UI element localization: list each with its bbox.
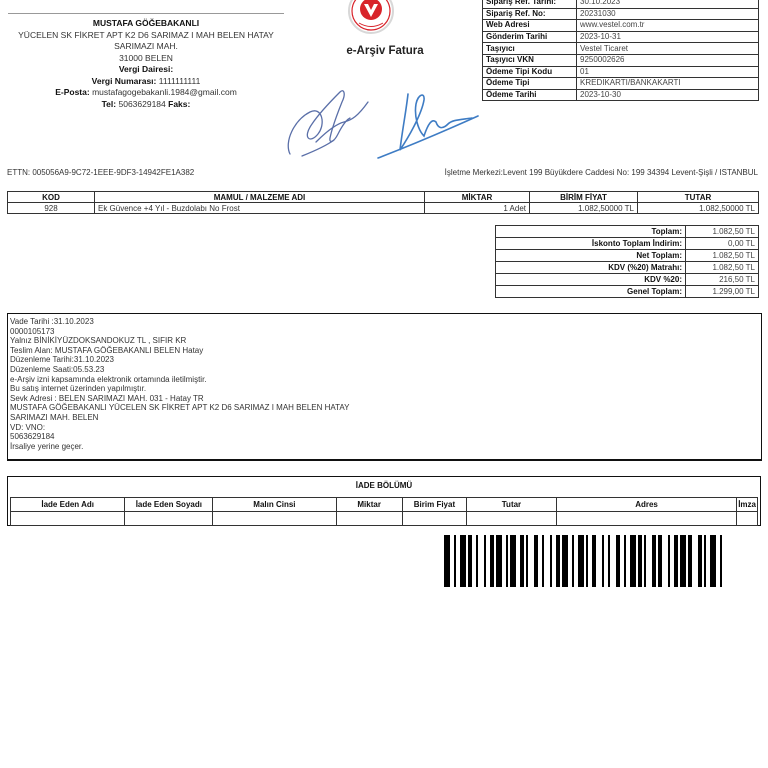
- barcode-bar: [454, 535, 456, 587]
- barcode-bar: [720, 535, 722, 587]
- barcode-bar: [608, 535, 610, 587]
- info-row: [483, 66, 759, 78]
- barcode-bar: [506, 535, 508, 587]
- phone-value: 5063629184: [118, 98, 166, 109]
- info-value: 2023-10-31: [577, 31, 759, 43]
- ettn-number: ETTN: 005056A9-9C72-1EEE-9DF3-14942FE1A382: [7, 168, 195, 177]
- info-label: Ödeme Tipi Kodu: [483, 66, 577, 78]
- barcode-bar: [562, 535, 568, 587]
- note-line: 0000105173: [10, 326, 55, 336]
- barcode-bar: [586, 535, 588, 587]
- buyer-address-line2: SARIMAZI MAH.: [114, 41, 178, 51]
- barcode-bar: [542, 535, 544, 587]
- note-line: Yalnız BİNİKİYÜZDOKSANDOKUZ TL , SIFIR KR: [10, 336, 187, 346]
- totals-row: [496, 238, 759, 250]
- info-label: Taşıyıcı VKN: [483, 54, 577, 66]
- empty-cell: [213, 512, 336, 526]
- totals-value: 1.299,00 TL: [686, 286, 759, 298]
- empty-cell: [336, 512, 402, 526]
- totals-row: [496, 262, 759, 274]
- barcode-bar: [592, 535, 596, 587]
- barcode-bar: [520, 535, 524, 587]
- barcode-bar: [698, 535, 702, 587]
- totals-value: 216,50 TL: [686, 274, 759, 286]
- totals-label: KDV %20:: [496, 274, 686, 286]
- totals-label: Genel Toplam:: [496, 286, 686, 298]
- col-header: İade Eden Adı: [11, 498, 125, 512]
- barcode-bar: [490, 535, 494, 587]
- buyer-address-line3: 31000 BELEN: [119, 52, 173, 63]
- totals-label: Net Toplam:: [496, 250, 686, 262]
- items-header-row: [8, 192, 759, 203]
- note-line: MUSTAFA GÖĞEBAKANLI YÜCELEN SK FİKRET APT K2 D6 SARIMAZ I MAH BELEN HATAY: [10, 403, 350, 413]
- col-header: Miktar: [336, 498, 402, 512]
- info-value: 01: [577, 66, 759, 78]
- barcode-bar: [534, 535, 538, 587]
- barcode-bar: [710, 535, 716, 587]
- info-row: [483, 54, 759, 66]
- barcode-bar: [704, 535, 706, 587]
- empty-cell: [467, 512, 557, 526]
- document-title: e-Arşiv Fatura: [346, 45, 424, 57]
- col-header: Malın Cinsi: [213, 498, 336, 512]
- barcode-bar: [496, 535, 502, 587]
- note-line: Sevk Adresi : BELEN SARIMAZI MAH. 031 - Hatay TR: [10, 393, 204, 403]
- barcode-bar: [510, 535, 516, 587]
- barcode-bar: [668, 535, 670, 587]
- col-header: KOD: [8, 192, 95, 203]
- col-header: Birim Fiyat: [402, 498, 466, 512]
- info-row: [483, 78, 759, 90]
- barcode-bar: [644, 535, 646, 587]
- barcode-bar: [630, 535, 636, 587]
- info-label: Web Adresi: [483, 20, 577, 32]
- info-label: Sipariş Ref. Tarihi:: [483, 0, 577, 8]
- items-table: [7, 191, 759, 214]
- col-header: İmza: [737, 498, 758, 512]
- barcode-bar: [602, 535, 604, 587]
- note-line: İrsaliye yerine geçer.: [10, 441, 84, 451]
- buyer-email-row: [8, 87, 284, 99]
- barcode-bar: [616, 535, 620, 587]
- totals-table: [495, 225, 759, 298]
- note-line: VD: VNO:: [10, 422, 46, 432]
- barcode-bar: [658, 535, 662, 587]
- totals-value: 1.082,50 TL: [686, 250, 759, 262]
- gib-seal-logo: [348, 0, 394, 34]
- info-value: KREDIKARTI/BANKAKARTI: [577, 78, 759, 90]
- table-row: [11, 512, 758, 526]
- col-header: Tutar: [467, 498, 557, 512]
- info-label: Ödeme Tarihi: [483, 89, 577, 101]
- email-value: mustafagogebakanli.1984@gmail.com: [92, 87, 237, 97]
- barcode-bar: [624, 535, 626, 587]
- info-value: 2023-10-30: [577, 89, 759, 101]
- totals-row: [496, 274, 759, 286]
- col-header: MİKTAR: [425, 192, 530, 203]
- buyer-phone-row: [8, 99, 284, 111]
- totals-label: İskonto Toplam İndirim:: [496, 238, 686, 250]
- info-label: Sipariş Ref. No:: [483, 8, 577, 20]
- info-value: 30.10.2023: [577, 0, 759, 8]
- col-header: MAMUL / MALZEME ADI: [95, 192, 425, 203]
- barcode-bar: [468, 535, 472, 587]
- info-row: [483, 20, 759, 32]
- email-label: E-Posta:: [55, 87, 90, 97]
- empty-cell: [11, 512, 125, 526]
- info-value: Vestel Ticaret: [577, 43, 759, 55]
- info-row: [483, 43, 759, 55]
- totals-row: [496, 250, 759, 262]
- col-header: BİRİM FİYAT: [530, 192, 638, 203]
- barcode-bar: [578, 535, 584, 587]
- return-header-row: [11, 498, 758, 512]
- barcode-bar: [556, 535, 560, 587]
- info-value: www.vestel.com.tr: [577, 20, 759, 32]
- col-header: TUTAR: [638, 192, 759, 203]
- totals-value: 0,00 TL: [686, 238, 759, 250]
- barcode-bar: [460, 535, 466, 587]
- barcode-bar: [674, 535, 678, 587]
- cell-kod: 928: [8, 203, 95, 214]
- buyer-tax-number-row: [8, 76, 284, 88]
- info-label: Taşıyıcı: [483, 43, 577, 55]
- cell-quantity: 1 Adet: [425, 203, 530, 214]
- barcode-bar: [444, 535, 450, 587]
- handwritten-signature: [282, 72, 482, 164]
- totals-value: 1.082,50 TL: [686, 226, 759, 238]
- return-section-title: İADE BÖLÜMÜ: [355, 481, 413, 490]
- col-header: İade Eden Soyadı: [125, 498, 213, 512]
- info-row: [483, 89, 759, 101]
- barcode-bar: [572, 535, 574, 587]
- notes-box: [7, 313, 762, 461]
- buyer-tax-office: Vergi Dairesi:: [118, 64, 174, 74]
- totals-label: Toplam:: [496, 226, 686, 238]
- return-table: [10, 497, 758, 526]
- seal-emblem-icon: [350, 0, 392, 32]
- header-rule: [8, 13, 284, 14]
- fax-label: Faks:: [168, 98, 191, 109]
- table-row: [8, 203, 759, 214]
- buyer-block: [8, 18, 284, 110]
- barcode-bar: [638, 535, 642, 587]
- note-line: e-Arşiv izni kapsamında elektronik ortamında iletilmiştir.: [10, 374, 207, 384]
- barcode-bar: [688, 535, 692, 587]
- note-line: Düzenleme Tarihi:31.10.2023: [10, 355, 114, 365]
- note-line: SARIMAZI MAH. BELEN: [10, 412, 99, 422]
- totals-row: [496, 286, 759, 298]
- order-info-table: [482, 0, 759, 101]
- empty-cell: [737, 512, 758, 526]
- note-line: Düzenleme Saati:05.53.23: [10, 364, 105, 374]
- cell-amount: 1.082,50000 TL: [638, 203, 759, 214]
- note-line: Teslim Alan: MUSTAFA GÖĞEBAKANLI BELEN Hatay: [10, 345, 204, 355]
- tax-number-label: Vergi Numarası:: [91, 75, 157, 86]
- cell-unit-price: 1.082,50000 TL: [530, 203, 638, 214]
- barcode-bar: [484, 535, 486, 587]
- info-value: 9250002626: [577, 54, 759, 66]
- totals-row: [496, 226, 759, 238]
- info-label: Ödeme Tipi: [483, 78, 577, 90]
- note-line: Vade Tarihi :31.10.2023: [10, 317, 94, 326]
- buyer-address-line1: YÜCELEN SK FİKRET APT K2 D6 SARIMAZ I MAH BELEN HATAY: [18, 29, 274, 40]
- info-row: [483, 0, 759, 8]
- barcode-bar: [476, 535, 478, 587]
- note-line: Bu satış internet üzerinden yapılmıştır.: [10, 384, 147, 394]
- info-value: 20231030: [577, 8, 759, 20]
- phone-label: Tel:: [101, 98, 117, 109]
- empty-cell: [402, 512, 466, 526]
- barcode: [444, 535, 750, 587]
- barcode-bar: [680, 535, 686, 587]
- info-row: [483, 8, 759, 20]
- totals-value: 1.082,50 TL: [686, 262, 759, 274]
- info-row: [483, 31, 759, 43]
- barcode-bar: [652, 535, 656, 587]
- info-label: Gönderim Tarihi: [483, 31, 577, 43]
- buyer-name: MUSTAFA GÖĞEBAKANLI: [92, 18, 200, 28]
- company-address: İşletme Merkezi:Levent 199 Büyükdere Caddesi No: 199 34394 Levent-Şişli / ISTANBUL: [444, 168, 758, 177]
- barcode-bar: [526, 535, 528, 587]
- totals-label: KDV (%20) Matrahı:: [496, 262, 686, 274]
- cell-product-name: Ek Güvence +4 Yıl - Buzdolabı No Frost: [95, 203, 425, 214]
- empty-cell: [125, 512, 213, 526]
- tax-number-value: 1111111111: [158, 75, 201, 86]
- barcode-bar: [550, 535, 552, 587]
- note-line: 5063629184: [10, 432, 55, 442]
- col-header: Adres: [556, 498, 736, 512]
- return-section: [7, 476, 761, 526]
- empty-cell: [556, 512, 736, 526]
